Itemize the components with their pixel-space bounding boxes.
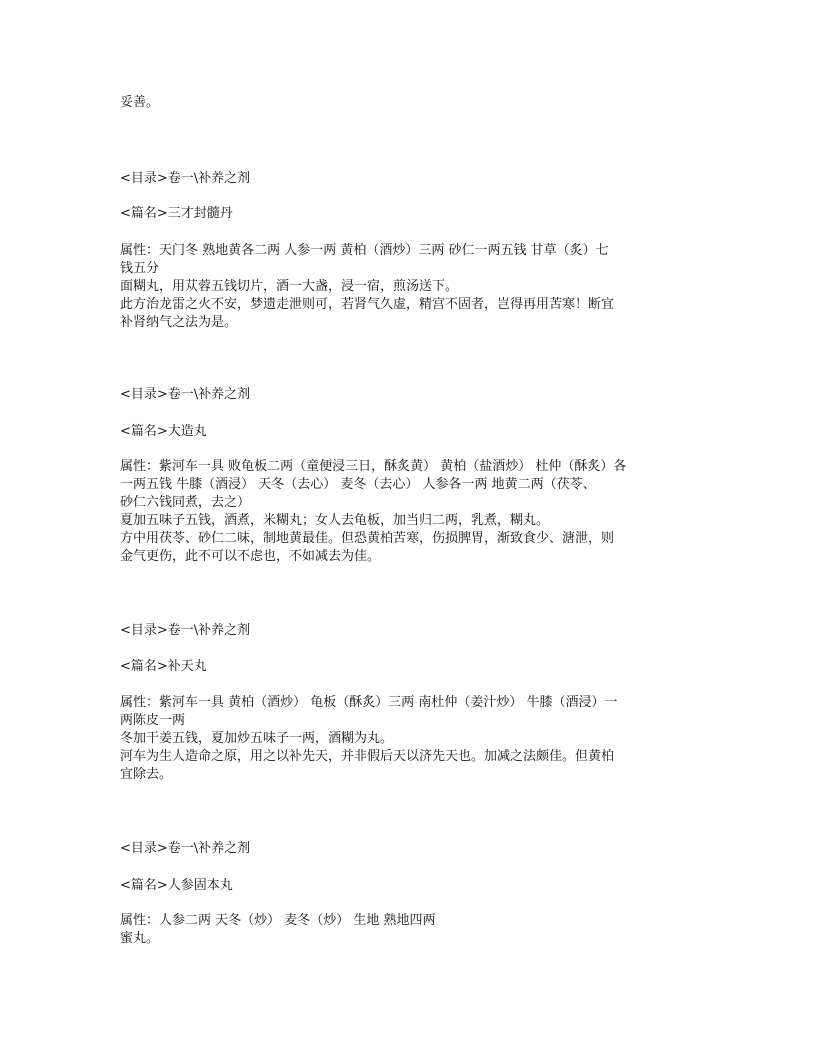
commentary-line: 宜除去。: [120, 767, 173, 782]
intro-text: 妥善。: [120, 95, 160, 110]
properties-line: 属性：人参二两 天冬（炒） 麦冬（炒） 生地 熟地四两: [120, 913, 436, 928]
section-title: <篇名>补天丸: [120, 659, 207, 674]
section-title: <篇名>大造丸: [120, 424, 207, 439]
properties-line: 两陈皮一两: [120, 713, 186, 728]
preparation-line: 夏加五味子五钱，酒煮，米糊丸；女人去龟板，加当归二两，乳煮，糊丸。: [120, 513, 550, 528]
properties-line: 属性：紫河车一具 黄柏（酒炒） 龟板（酥炙）三两 南杜仲（姜汁炒） 牛膝（酒浸）一: [120, 695, 618, 710]
section-title: <篇名>三才封髓丹: [120, 206, 233, 221]
preparation-line: 冬加干姜五钱，夏加炒五味子一两，酒糊为丸。: [120, 731, 394, 746]
properties-line: 钱五分: [120, 261, 160, 276]
properties-line: 一两五钱 牛膝（酒浸） 天冬（去心） 麦冬（去心） 人参各一两 地黄二两（茯苓、: [120, 477, 596, 492]
commentary-line: 补肾纳气之法为是。: [120, 315, 238, 330]
catalog-heading: <目录>卷一\补养之剂: [120, 623, 251, 638]
preparation-line: 蜜丸。: [120, 931, 160, 946]
commentary-line: 此方治龙雷之火不安，梦遗走泄则可，若肾气久虚，精宫不固者，岂得再用苦寒！断宜: [120, 297, 615, 312]
preparation-line: 面糊丸，用苁蓉五钱切片，酒一大盏，浸一宿，煎汤送下。: [120, 279, 459, 294]
properties-line: 属性：紫河车一具 败龟板二两（童便浸三日，酥炙黄） 黄柏（盐酒炒） 杜仲（酥炙）各: [120, 459, 627, 474]
catalog-heading: <目录>卷一\补养之剂: [120, 171, 251, 186]
section-title: <篇名>人参固本丸: [120, 878, 233, 893]
properties-line: 砂仁六钱同煮，去之）: [120, 495, 251, 510]
properties-line: 属性：天门冬 熟地黄各二两 人参一两 黄柏（酒炒）三两 砂仁一两五钱 甘草（炙）七: [120, 243, 609, 258]
commentary-line: 方中用茯苓、砂仁二味，制地黄最佳。但恐黄柏苦寒，伤损脾胃，渐致食少、溏泄，则: [120, 531, 615, 546]
catalog-heading: <目录>卷一\补养之剂: [120, 387, 251, 402]
catalog-heading: <目录>卷一\补养之剂: [120, 841, 251, 856]
commentary-line: 河车为生人造命之原，用之以补先天，并非假后天以济先天也。加减之法颇佳。但黄柏: [120, 749, 615, 764]
commentary-line: 金气更伤，此不可以不虑也，不如减去为佳。: [120, 549, 381, 564]
